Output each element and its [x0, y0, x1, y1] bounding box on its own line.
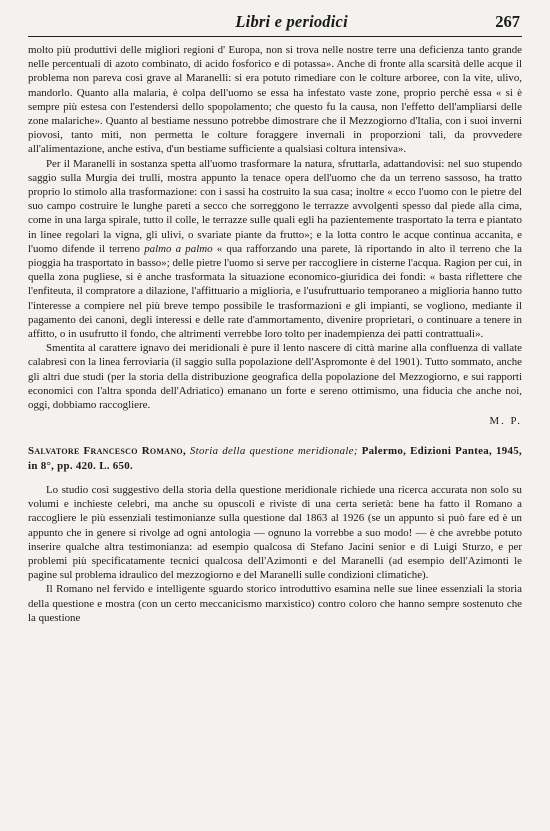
review-book-title: Storia della questione meridionale; [189, 445, 358, 458]
page [28, 12, 522, 625]
review-author: Salvatore Francesco Romano, [28, 445, 186, 458]
author-initials: M. P. [489, 415, 522, 428]
text-run: Per il Maranelli in sostanza spetta all'uomo trasformare la natura, sfruttarla, adattandovisi: nel suo stupendo saggio sulla Murgia dei trulli, mostra appunto la tenace opera dell'uomo che da un terreno sassoso, ha tratto proprio lo stimolo alla trasformazione: con i sassi ha costruito la sua casa; inoltre « ecco l'uomo con le pietre del suo campo costruire le lunghe pareti a secco che sorreggono le terrazze avvolgenti spesso dal piede alla cima, come in una larga spirale, tutto il colle, le terrazze sulle quali egli ha pazientemente trasportato la terra e piantato in linee regolari la vigna, gli ulivi, o svariate piante da frutto»; e la lotta contro le acque continua accanita, e l'uomo difende il terreno [28, 157, 522, 255]
book-review [28, 444, 522, 624]
article-body [28, 43, 522, 428]
paragraph [28, 157, 522, 342]
paragraph: Smentita al carattere ignavo dei meridionali è pure il lento nascere di città marine alla confluenza di vallate calabresi con la linea ferroviaria (il saggio sulla popolazione dell'Aspromonte è del 1901). Tutto sommato, anche gli altri due studi (per la storia della distribuzione geografica della popolazione del Mezzogiorno, e sui rapporti economici con l'altra sponda dell'Adriatico) emanano un forte e sereno ottimismo, una fiducia che anche noi, oggi, dobbiamo raccogliere. [28, 342, 522, 412]
running-header [28, 12, 522, 37]
review-publication-info: Palermo, Edizioni Pantea, 1945, in 8°, pp. 420. L. 650. [28, 445, 522, 472]
paragraph: molto più produttivi delle migliori regioni d' Europa, non si trova nelle nostre terre una deficienza tanto grande nelle percentuali di azoto combinato, di acido fosforico e di potassa». Anche di fronte alla scarsità delle acque il problema non pareva così grave al Maranelli: si era potuto rimediare con le colture arboree, con la vite, ulivo, mandorlo. Quanto alla malaria, è colpa dell'uomo se essa ha infestato vaste zone, proprio perchè essa « si è sempre più estesa con l'estendersi dello spopolamento; che questo fu la causa, non l'effetto dell'ampliarsi delle zone malariche». Quanto al bestiame nessuno potrebbe dimostrare che il Mezzogiorno d'Italia, con i suoi inverni piovosi, tanto miti, non permetta le colture foraggere invernali in proporzioni tali, da provvedere all'alimentazione, anche estiva, d'un bestiame sufficiente a qualsiasi coltura intensiva». [28, 44, 522, 156]
italic-phrase: palmo a palmo [144, 242, 213, 255]
text-run: « qua rafforzando una parete, là riportando in alto il terreno che la pioggia ha trasportato in basso»; delle pietre l'uomo si serve per raccogliere in cisterne l'acqua. Ragion per cui, in quella zona pugliese, si è anche trasformata la situazione economico-giuridica dei fondi: « basta riflettere che l'enfiteuta, il compratore a dilazione, l'affittuario a miglioria, e l'usufruttuario temporaneo a miglioria hanno tutto l'interesse a compiere nel più breve tempo possibile le trasformazioni e gli impianti, se vogliono, mediante il pagamento dei canoni, degli interessi e delle rate d'ammortamento, divenire proprietari, o continuare a tenere in affitto, o in usufrutto il fondo, che altrimenti verrebbe loro tolto per inadempienza dei patti contrattuali». [28, 242, 522, 341]
paragraph: Il Romano nel fervido e intelligente sguardo storico introduttivo esamina nelle sue linee essenziali la storia della questione e mostra (con un certo meccanicismo marxistico) contro coloro che hanno sempre sostenuto che la questione [28, 583, 522, 624]
running-title: Libri e periodici [235, 12, 348, 31]
page-number: 267 [495, 12, 520, 31]
review-heading [28, 444, 522, 472]
paragraph: Lo studio così suggestivo della storia della questione meridionale richiede una ricerca accurata non solo su volumi e inchieste celebri, ma anche su opuscoli e riviste di una certa serietà: bene ha fatto il Romano a raccogliere le più essenziali testimonianze sulla questione dal 1863 al 1926 (se un appunto si può fare ed è un appunto che in genere si rivolge ad ogni antologia — ognuno la vorrebbe a suo modo! — è che avrebbe potuto inserire qualche altra testimonianza: ad esempio qualcosa di Stefano Jacini senior e di Luigi Sturzo, e per problemi più specificatamente tecnici qualcosa dell'Azimonti e del Maranelli (ad esempio dell'Azimonti le pagine sul problema idraulico del mezzogiorno e del Maranelli sulle condizioni climatiche). [28, 483, 522, 582]
